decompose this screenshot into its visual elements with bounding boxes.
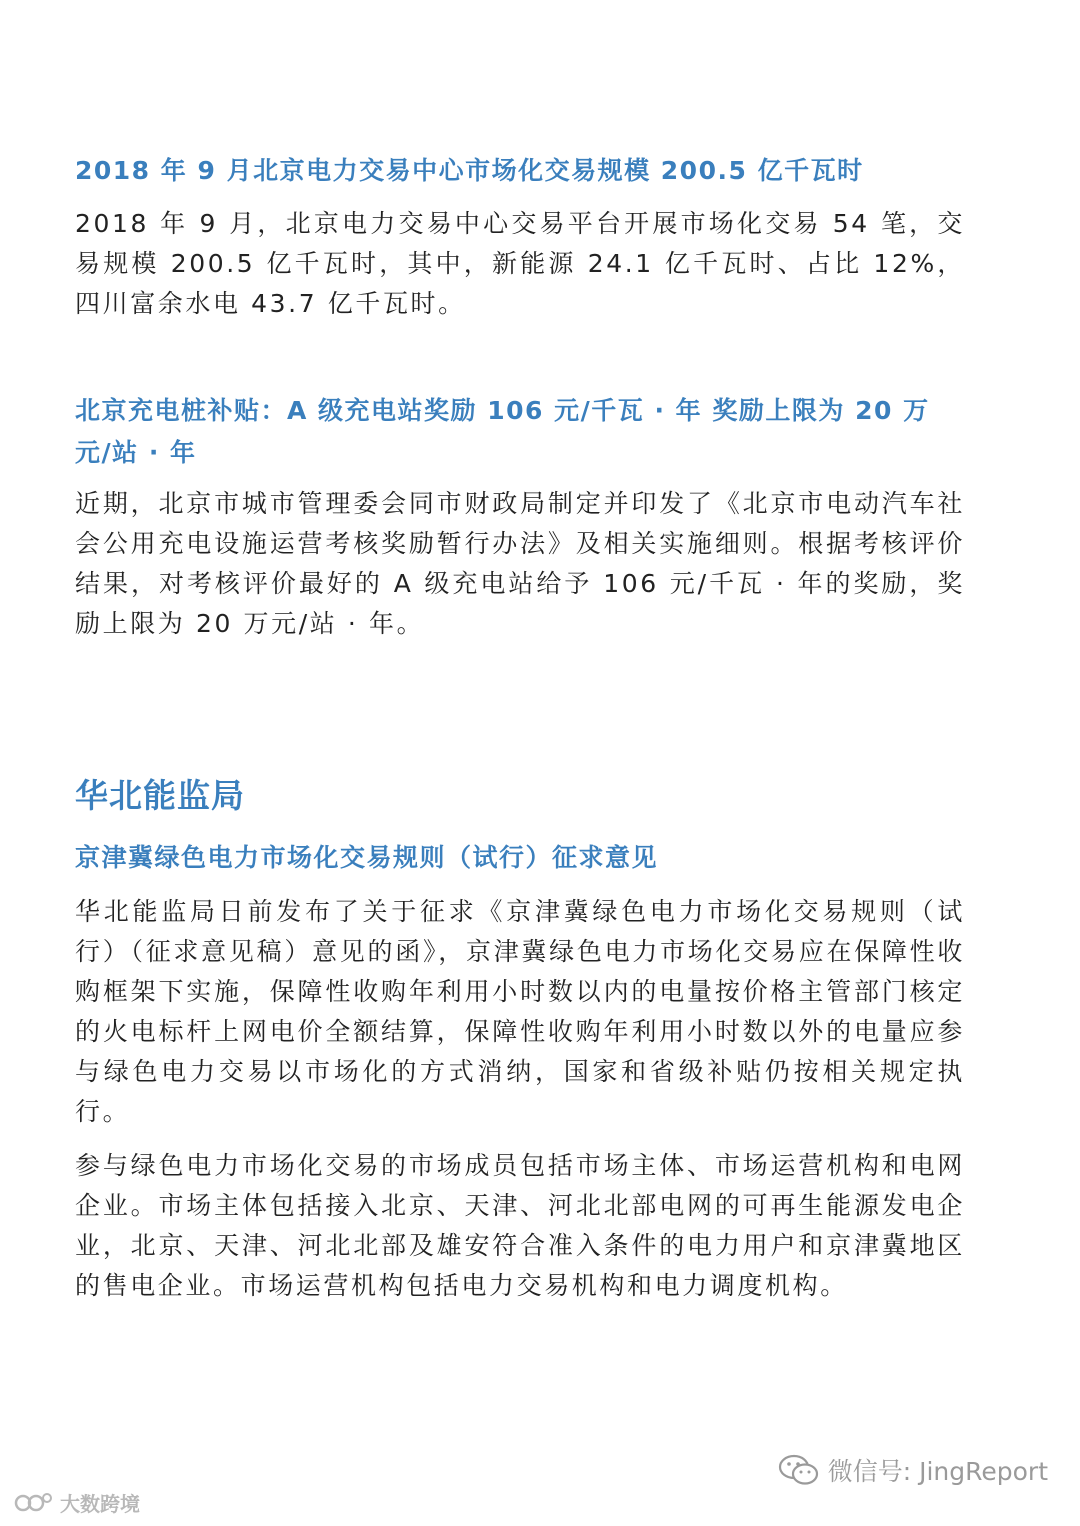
site-name-text: 大数跨境 bbox=[60, 1492, 140, 1516]
news-heading-charging-subsidy: 北京充电桩补贴：A 级充电站奖励 106 元/千瓦 · 年 奖励上限为 20 万元/站 · 年 bbox=[75, 396, 930, 467]
news-body-green-power-2: 参与绿色电力市场化交易的市场成员包括市场主体、市场运营机构和电网企业。市场主体包括接入北京、天津、河北北部电网的可再生能源发电企业，北京、天津、河北北部及雄安符合准入条件的电力用户和京津冀地区的售电企业。市场运营机构包括电力交易机构和电力调度机构。 bbox=[75, 1151, 965, 1300]
wechat-watermark bbox=[778, 1452, 1048, 1488]
wechat-icon bbox=[778, 1453, 820, 1487]
news-heading-green-power: 京津冀绿色电力市场化交易规则（试行）征求意见 bbox=[75, 843, 659, 872]
logo-icon bbox=[14, 1489, 54, 1517]
wechat-id-text: 微信号: JingReport bbox=[827, 1457, 1048, 1486]
news-body-green-power-1: 华北能监局日前发布了关于征求《京津冀绿色电力市场化交易规则（试行）（征求意见稿）意见的函》，京津冀绿色电力市场化交易应在保障性收购框架下实施，保障性收购年利用小时数以内的电量按价格主管部门核定的火电标杆上网电价全额结算，保障性收购年利用小时数以外的电量应参与绿色电力交易以市场化的方式消纳，国家和省级补贴仍按相关规定执行。 bbox=[75, 897, 965, 1126]
news-heading-beijing-trading: 2018 年 9 月北京电力交易中心市场化交易规模 200.5 亿千瓦时 bbox=[75, 156, 864, 185]
news-body-charging-subsidy: 近期，北京市城市管理委会同市财政局制定并印发了《北京市电动汽车社会公用充电设施运营考核奖励暂行办法》及相关实施细则。根据考核评价结果，对考核评价最好的 A 级充电站给予 106 元/千瓦 · 年的奖励，奖励上限为 20 万元/站 · 年。 bbox=[75, 489, 965, 638]
news-body-beijing-trading: 2018 年 9 月，北京电力交易中心交易平台开展市场化交易 54 笔，交易规模 200.5 亿千瓦时，其中，新能源 24.1 亿千瓦时、占比 12%，四川富余水电 43.7 亿千瓦时。 bbox=[75, 209, 965, 318]
section-title: 华北能监局 bbox=[75, 776, 245, 815]
site-watermark bbox=[14, 1488, 140, 1517]
